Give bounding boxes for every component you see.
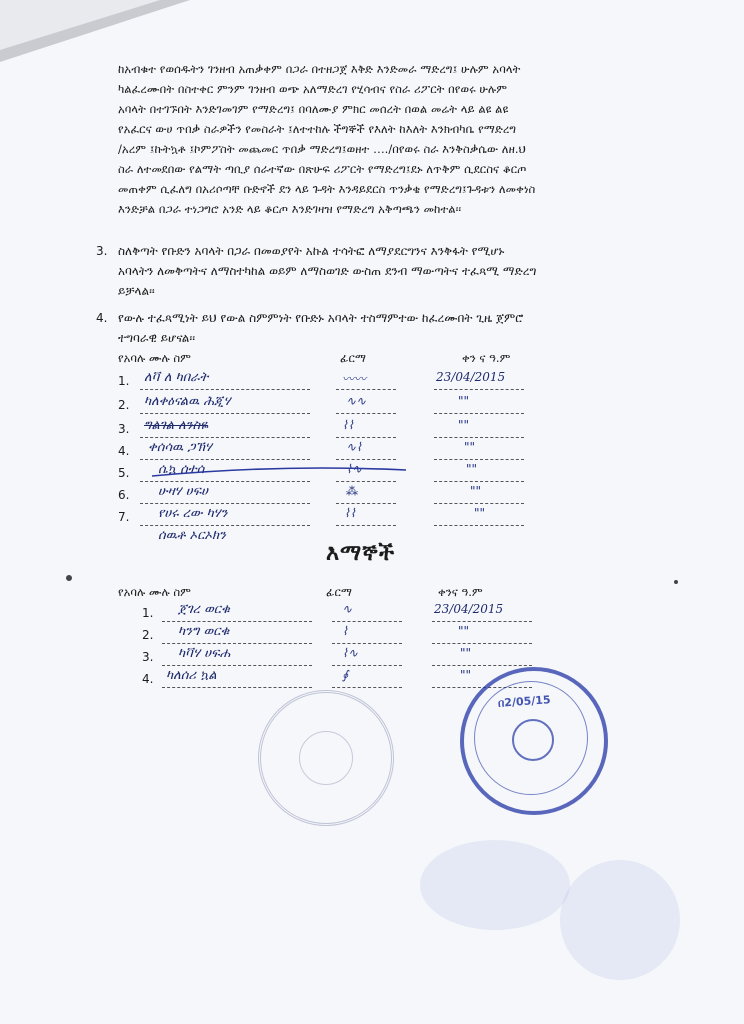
witness-row (142, 604, 542, 624)
member-name-handwritten: ለቫ ለ ካበራት (144, 370, 209, 385)
signature-scribble: ⁂ (346, 484, 358, 498)
paragraph-line: ስራ ለተመደበው የልማት ጣቢያ ሰራተኛው በጽሁፍ ሪፖርት የማድረግ፤ደኑ ለጥቅም ሲደርስና ቆርጦ (118, 162, 527, 176)
official-stamp (460, 667, 608, 815)
signature-line (332, 665, 402, 666)
row-number: 2. (142, 628, 154, 642)
member-name-handwritten: ቀሰ‌ሳዉ ጋኽሃ (148, 440, 212, 455)
ditto-mark: "" (464, 440, 476, 454)
member-row (118, 442, 538, 462)
name-line (162, 643, 312, 644)
member-name-handwritten: ካለቀዕናልዉ ሕጂሃ (144, 394, 231, 409)
signature-line (336, 437, 396, 438)
signature-scribble: ⌇∿ (346, 462, 362, 476)
signature-scribble: ⌇ (342, 624, 348, 638)
witness-header-name: የአባሉ ሙሉ ስም (118, 585, 191, 599)
row-number: 7. (118, 510, 130, 524)
column-header-date: ቀን ና ዓ.ም (462, 351, 511, 365)
witness-row (142, 648, 542, 668)
signature-line (336, 413, 396, 414)
witness-name-handwritten: ጀገረ ወርቁ (178, 602, 230, 617)
row-number: 1. (118, 374, 130, 388)
paragraph-line: /አረም ፤ኩትኳቶ ፤ኮምፖስት መጨመር ጥበቃ ማድረግ፤ወዘተ …./በየወሩ ስራ እንቅስቃሴው ለዘ.ህ (118, 142, 526, 156)
name-line (162, 621, 312, 622)
signature-scribble: ∮ (342, 668, 349, 682)
column-header-name: የአባሉ ሙሉ ስም (118, 351, 191, 365)
name-line (140, 459, 310, 460)
signature-line (336, 389, 396, 390)
member-row (118, 372, 538, 392)
witness-row (142, 626, 542, 646)
dot-mark (674, 580, 678, 584)
signature-scribble: 〰〰 (342, 372, 367, 386)
member-name-handwritten: ሁዛሃ ሀፍሀ (158, 484, 208, 499)
date-line (432, 665, 532, 666)
row-number: 4. (142, 672, 154, 686)
item-line: ይቻላል፡፡ (118, 284, 155, 298)
column-header-signature: ፊርማ (340, 351, 366, 365)
folded-corner-highlight (0, 0, 160, 50)
name-line (140, 413, 310, 414)
signature-line (336, 459, 396, 460)
item-line: የውሉ ተፈጻሚነት ይህ የውል ስምምነት የቡድኑ አባላት ተስማምተው ከፈረሙበት ጊዜ ጀምሮ (118, 311, 524, 325)
member-name-handwritten: ሴኳ ሰ‌ተሰ (158, 462, 205, 477)
stamp-emblem (512, 719, 554, 761)
item-line: አባላትን ለመቅጣትና ለማስተካከል ወይም ለማስወገድ ውስጠ ደንብ ማውጣትና ተፈጻሚ ማድረግ (118, 264, 537, 278)
signature-scribble: ⌇⌇ (344, 506, 356, 520)
paragraph-line: እንድቻል በጋራ ተነጋግሮ አንድ ላይ ቆርጦ እንድገዛዝ የማድረግ አቅጣጫን መከተል፡፡ (118, 202, 462, 216)
row-number: 3. (118, 422, 130, 436)
signature-line (336, 525, 396, 526)
item-number: 4. (96, 311, 108, 325)
faded-stamp (258, 690, 394, 826)
ditto-mark: "" (458, 418, 470, 432)
witnesses-title: እማኞች (326, 540, 396, 566)
signature-scribble: ⌇∿ (342, 646, 358, 660)
signature-line (332, 643, 402, 644)
stamp-emblem (299, 731, 353, 785)
signature-scribble: ⌇⌇ (342, 418, 354, 432)
name-line (140, 437, 310, 438)
extra-handwriting: ሰዉቶ ኦርኦክን (158, 528, 226, 543)
body-paragraph (118, 59, 688, 219)
signature-scribble: ∿∿ (346, 394, 367, 408)
name-line (162, 687, 312, 688)
date-line (432, 643, 532, 644)
list-item-4 (96, 308, 676, 348)
signature-line (332, 687, 402, 688)
member-name-handwritten: የሀሩ ረው ካሃን (158, 506, 228, 521)
item-line: ስለቅጣት የቡድን አባላት በጋራ በመወያየት አኩል ተሳትፎ ለማያደርግንና እንቅፋት የሚሆኑ (118, 244, 505, 258)
stamp-date: በ2/05/15 (497, 693, 551, 710)
signature-scribble: ∿⌇ (346, 440, 362, 454)
paragraph-line: መጠቀም ሲፈለግ በአሪሶጣቸ ቡድኖች ደን ላይ ጉዳት እንዳይደርስ ጥንቃቄ የማድረግ፤ጉዳቱን ለመቀነስ (118, 182, 536, 196)
list-item-3 (96, 241, 676, 301)
item-line: ተግባራዊ ይሆናል፡፡ (118, 331, 196, 345)
signature-scribble: ∿ (342, 602, 353, 616)
paragraph-line: አባላት በተገኙበት እንድገመገም የማድረግ፤ በባለሙያ ምክር መሰረት በወል መሬት ላይ ልዩ ልዩ (118, 102, 509, 116)
paragraph-line: የአፈርና ውሀ ጥበቃ ስራዎችን የመስራት ፤ለተተከሉ ችግኞች የእለት ከእለት እንክብካቤ የማድረግ (118, 122, 517, 136)
date-line (434, 459, 524, 460)
row-number: 6. (118, 488, 130, 502)
member-row (118, 508, 538, 528)
date-line (434, 413, 524, 414)
date-line (434, 525, 524, 526)
date-line (434, 437, 524, 438)
member-row (118, 396, 538, 416)
ditto-mark: "" (470, 484, 482, 498)
member-row (118, 420, 538, 440)
date-line (434, 503, 524, 504)
row-number: 5. (118, 466, 130, 480)
strike-line (150, 462, 410, 482)
witness-name-handwritten: ካቫሃ ሀፍሐ (178, 646, 231, 661)
ditto-mark: "" (460, 668, 472, 682)
row-number: 4. (118, 444, 130, 458)
member-row (118, 486, 538, 506)
date-line (434, 481, 524, 482)
member-name-handwritten: ግልገል ለንስዬ (144, 418, 209, 433)
ditto-mark: "" (458, 624, 470, 638)
row-number: 2. (118, 398, 130, 412)
name-line (140, 503, 310, 504)
paragraph-line: ካልፈረሙበት በስተቀር ምንም ገንዘብ ወጭ አለማድረገ የሂሳብና የስራ ሪፖርት በየወሩ ሁሉም (118, 82, 508, 96)
ditto-mark: "" (460, 646, 472, 660)
date-line (432, 621, 532, 622)
witness-header-date: ቀንና ዓ.ም (438, 585, 483, 599)
item-number: 3. (96, 244, 108, 258)
witness-header-signature: ፊርማ (326, 585, 352, 599)
ditto-mark: "" (474, 506, 486, 520)
name-line (162, 665, 312, 666)
witness-name-handwritten: ካንግ ወርቁ (178, 624, 230, 639)
signature-line (332, 621, 402, 622)
date-handwritten: 23/04/2015 (434, 602, 504, 616)
ditto-mark: "" (466, 462, 478, 476)
row-number: 3. (142, 650, 154, 664)
date-handwritten: 23/04/2015 (436, 370, 506, 384)
date-line (434, 389, 524, 390)
dot-mark (66, 575, 72, 581)
ink-smudge (420, 840, 570, 930)
ink-smudge (560, 860, 680, 980)
witness-name-handwritten: ካለሰሪ ኳል (166, 668, 217, 683)
row-number: 1. (142, 606, 154, 620)
paragraph-line: ከአብቁተ የወሰዱትን ገንዘብ አጠቃቀም በጋራ በተዘጋጀ እቅድ እንድመራ ማድረግ፤ ሁሉም አባላት (118, 62, 521, 76)
signature-line (336, 503, 396, 504)
name-line (140, 525, 310, 526)
name-line (140, 389, 310, 390)
ditto-mark: "" (458, 394, 470, 408)
